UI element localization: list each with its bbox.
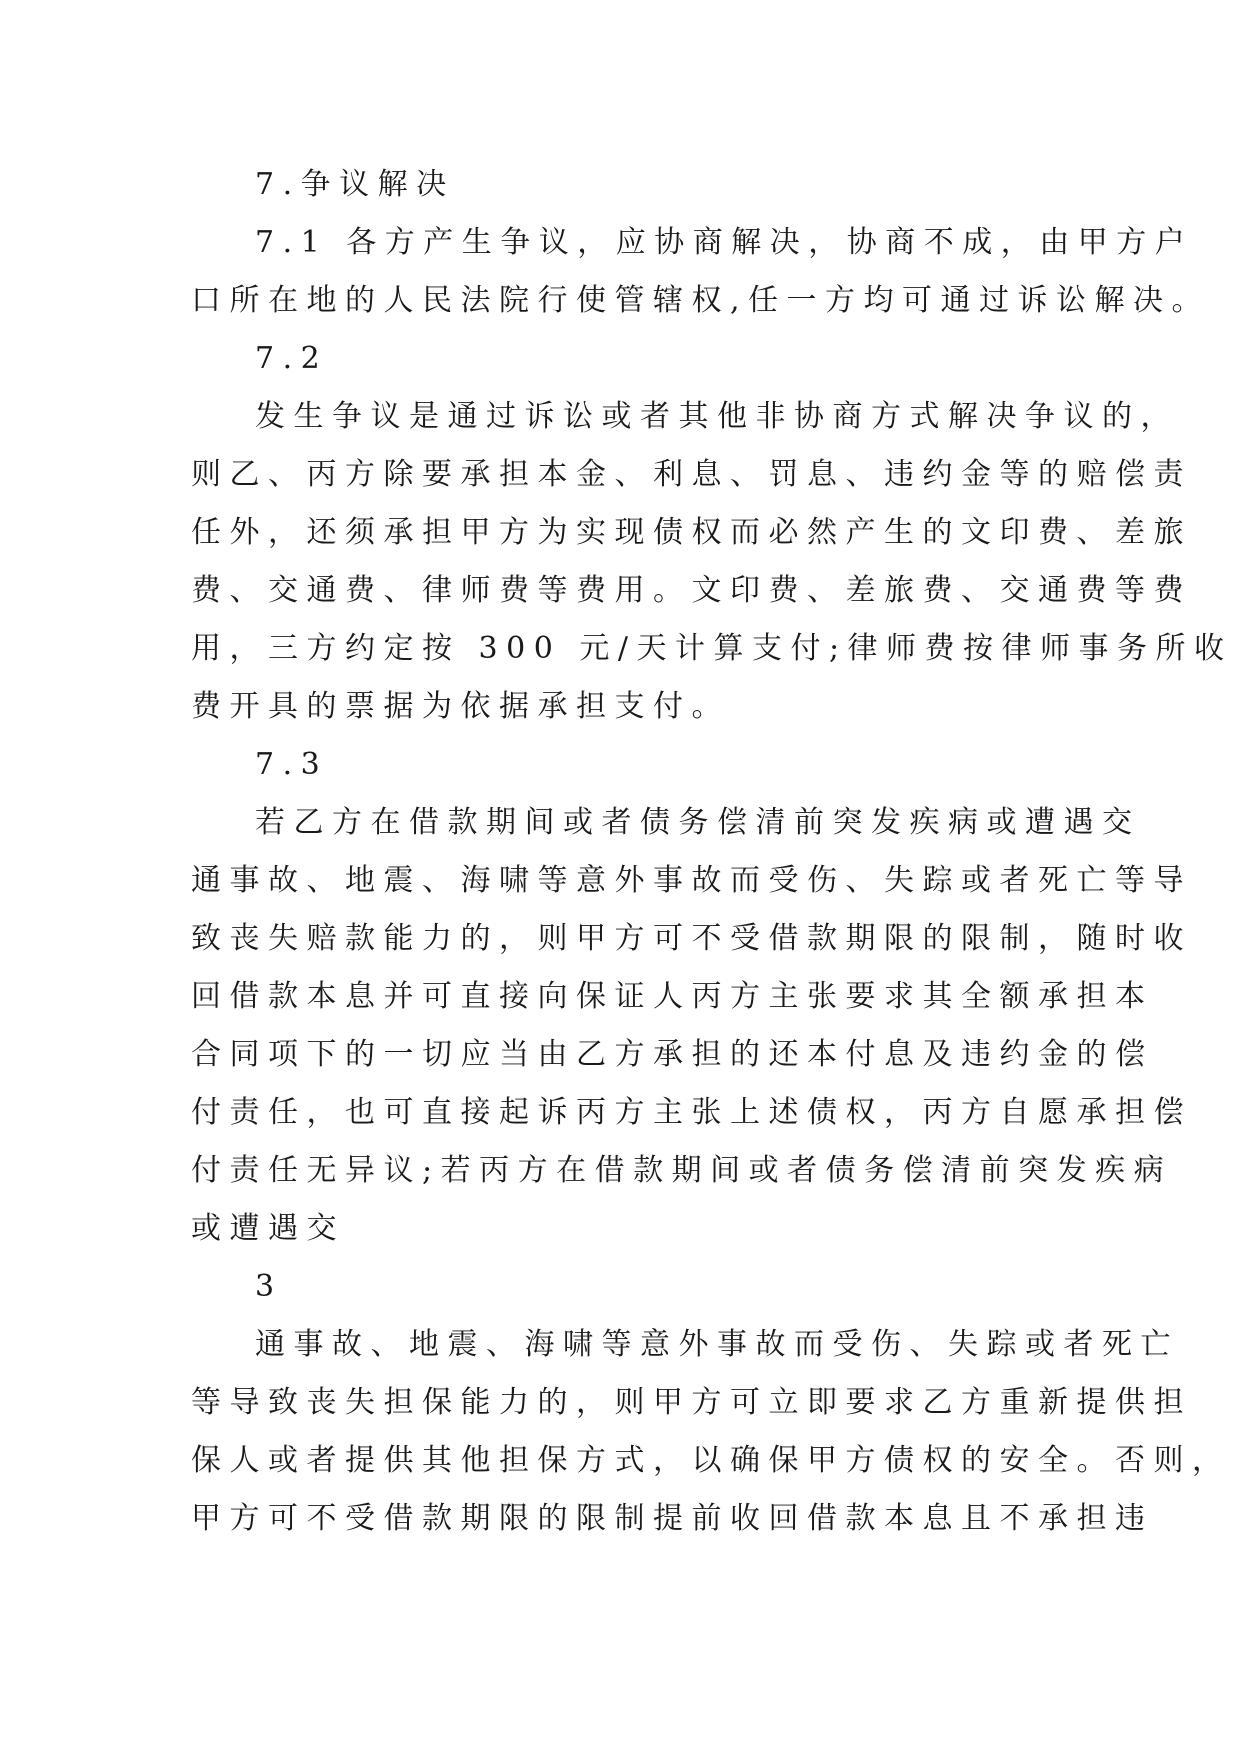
continuation-line-4: 甲方可不受借款期限的限制提前收回借款本息且不承担违 <box>191 1501 1154 1536</box>
clause-7-3-line-4: 回借款本息并可直接向保证人丙方主张要求其全额承担本 <box>191 979 1154 1014</box>
continuation-line-2: 等导致丧失担保能力的，则甲方可立即要求乙方重新提供担 <box>191 1385 1192 1420</box>
clause-7-2-line-5: 用，三方约定按 300 元/天计算支付;律师费按律师事务所收 <box>191 631 1233 666</box>
clause-7-3-line-5: 合同项下的一切应当由乙方承担的还本付息及违约金的偿 <box>191 1037 1154 1072</box>
clause-7-2-line-3: 任外，还须承担甲方为实现债权而必然产生的文印费、差旅 <box>191 515 1192 550</box>
page-number: 3 <box>255 1269 283 1304</box>
clause-7-3-line-8: 或遭遇交 <box>191 1211 345 1246</box>
clause-7-2-line-1: 发生争议是通过诉讼或者其他非协商方式解决争议的， <box>255 399 1179 434</box>
clause-7-3-line-3: 致丧失赔款能力的，则甲方可不受借款期限的限制，随时收 <box>191 921 1192 956</box>
clause-7-3-line-7: 付责任无异议;若丙方在借款期间或者债务偿清前突发疾病 <box>191 1153 1173 1188</box>
section-heading-7: 7.争议解决 <box>255 167 455 202</box>
clause-7-2-line-2: 则乙、丙方除要承担本金、利息、罚息、违约金等的赔偿责 <box>191 457 1192 492</box>
clause-number-7-3: 7.3 <box>255 747 329 782</box>
clause-7-1-line-1: 7.1 各方产生争议，应协商解决，协商不成，由甲方户 <box>255 225 1194 260</box>
clause-7-2-line-6: 费开具的票据为依据承担支付。 <box>191 689 730 724</box>
continuation-line-1: 通事故、地震、海啸等意外事故而受伤、失踪或者死亡 <box>255 1327 1179 1362</box>
clause-7-2-line-4: 费、交通费、律师费等费用。文印费、差旅费、交通费等费 <box>191 573 1192 608</box>
clause-7-3-line-2: 通事故、地震、海啸等意外事故而受伤、失踪或者死亡等导 <box>191 863 1192 898</box>
clause-7-3-line-6: 付责任，也可直接起诉丙方主张上述债权，丙方自愿承担偿 <box>191 1095 1192 1130</box>
clause-7-3-line-1: 若乙方在借款期间或者债务偿清前突发疾病或遭遇交 <box>255 805 1141 840</box>
clause-number-7-2: 7.2 <box>255 341 329 376</box>
clause-7-1-line-2: 口所在地的人民法院行使管辖权,任一方均可通过诉讼解决。 <box>191 283 1211 318</box>
continuation-line-3: 保人或者提供其他担保方式，以确保甲方债权的安全。否则， <box>191 1443 1231 1478</box>
